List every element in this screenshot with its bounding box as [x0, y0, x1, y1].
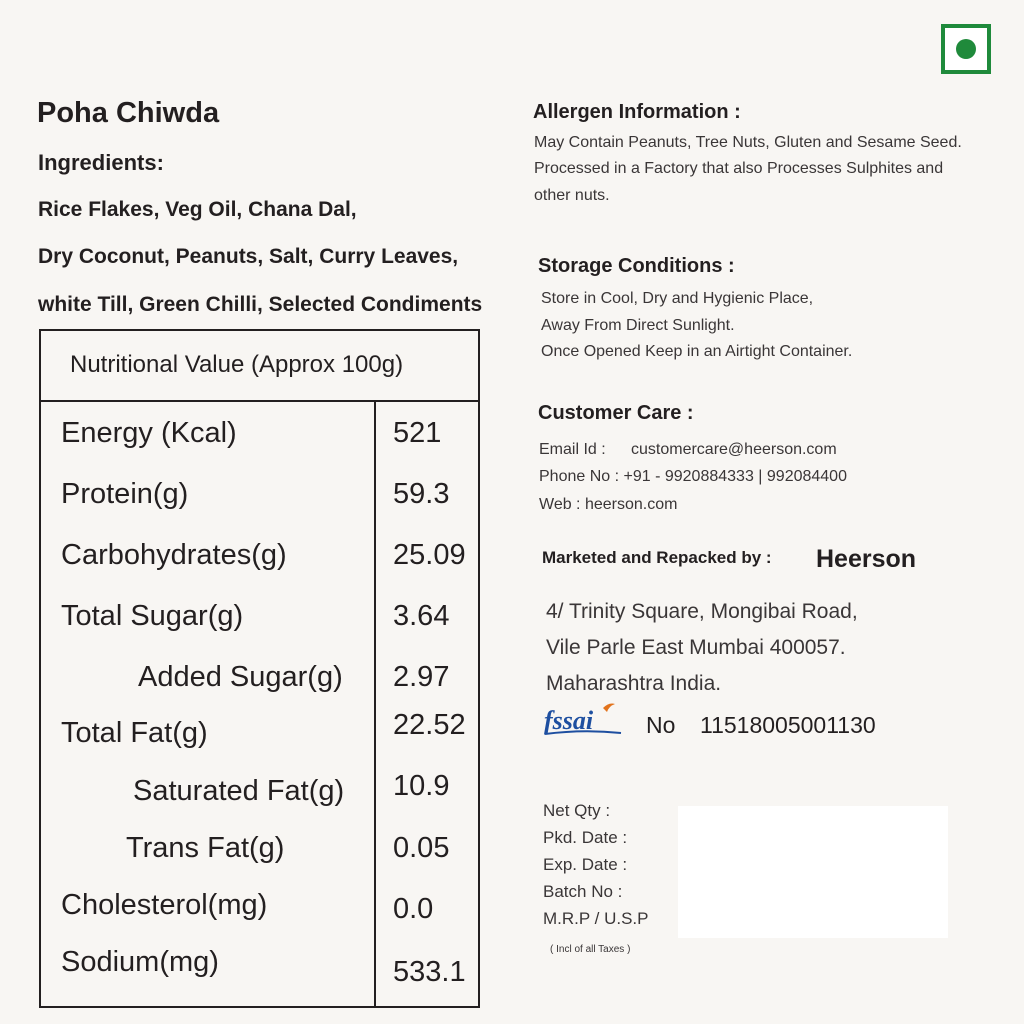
product-title: Poha Chiwda: [37, 97, 220, 129]
storage-line: Away From Direct Sunlight.: [541, 317, 735, 334]
nutrient-name-total-sugar: Total Sugar(g): [61, 600, 244, 632]
nutrient-name-added-sugar: Added Sugar(g): [138, 661, 343, 693]
nutrient-value-sodium: 533.1: [393, 956, 466, 988]
nutrient-value-total-sugar: 3.64: [393, 600, 450, 632]
storage-line: Store in Cool, Dry and Hygienic Place,: [541, 290, 814, 307]
address-line: Maharashtra India.: [546, 672, 722, 695]
veg-symbol-dot: [956, 39, 976, 59]
allergen-heading: Allergen Information :: [533, 101, 741, 123]
nutrient-name-protein: Protein(g): [61, 478, 189, 510]
nutrition-column-divider: [374, 400, 376, 1006]
ingredients-line: Dry Coconut, Peanuts, Salt, Curry Leaves,: [38, 245, 459, 268]
nutrient-name-total-fat: Total Fat(g): [61, 717, 208, 749]
nutrient-value-protein: 59.3: [393, 478, 450, 510]
batch-no-label: Batch No :: [543, 882, 623, 901]
ingredients-line: white Till, Green Chilli, Selected Condiments: [38, 293, 483, 316]
fssai-logo-icon: [543, 702, 623, 740]
nutrient-value-added-sugar: 2.97: [393, 661, 450, 693]
email-label: Email Id :: [539, 441, 606, 458]
nutrient-value-energy: 521: [393, 417, 442, 449]
veg-symbol-icon: [941, 24, 991, 74]
nutrient-value-saturated-fat: 10.9: [393, 770, 450, 802]
address-line: Vile Parle East Mumbai 400057.: [546, 636, 846, 659]
address-line: 4/ Trinity Square, Mongibai Road,: [546, 600, 858, 623]
allergen-line: Processed in a Factory that also Processes Sulphites and: [534, 160, 944, 177]
svg-text:fssai: fssai: [544, 706, 594, 735]
phone-text: Phone No : +91 - 9920884333 | 992084400: [539, 468, 847, 485]
pkd-date-label: Pkd. Date :: [543, 828, 628, 847]
mrp-label: M.R.P / U.S.P: [543, 909, 649, 928]
net-qty-label: Net Qty :: [543, 801, 611, 820]
nutrient-value-carbohydrates: 25.09: [393, 539, 466, 571]
nutrition-title: Nutritional Value (Approx 100g): [70, 351, 404, 378]
email-link[interactable]: customercare@heerson.com: [631, 441, 837, 458]
nutrition-table: [39, 329, 480, 1008]
nutrient-name-sodium: Sodium(mg): [61, 946, 219, 978]
allergen-line: May Contain Peanuts, Tree Nuts, Gluten and Sesame Seed.: [534, 134, 962, 151]
storage-line: Once Opened Keep in an Airtight Container.: [541, 343, 853, 360]
customer-care-heading: Customer Care :: [538, 402, 694, 424]
nutrient-value-total-fat: 22.52: [393, 709, 466, 741]
brand-name: Heerson: [816, 545, 917, 573]
storage-heading: Storage Conditions :: [538, 255, 735, 277]
exp-date-label: Exp. Date :: [543, 855, 628, 874]
marketer-label: Marketed and Repacked by :: [542, 548, 772, 567]
nutrient-name-saturated-fat: Saturated Fat(g): [133, 775, 345, 807]
web-link[interactable]: Web : heerson.com: [539, 496, 678, 513]
nutrient-name-energy: Energy (Kcal): [61, 417, 237, 449]
fssai-number: 11518005001130: [700, 712, 876, 738]
nutrient-value-trans-fat: 0.05: [393, 832, 450, 864]
fssai-label: No: [646, 712, 676, 738]
pack-info-blank-box: [678, 806, 948, 938]
nutrient-name-trans-fat: Trans Fat(g): [126, 832, 285, 864]
tax-note: ( Incl of all Taxes ): [550, 944, 631, 955]
nutrient-value-cholesterol: 0.0: [393, 893, 434, 925]
nutrient-name-carbohydrates: Carbohydrates(g): [61, 539, 287, 571]
nutrition-header-row: [41, 331, 478, 402]
ingredients-line: Rice Flakes, Veg Oil, Chana Dal,: [38, 198, 357, 221]
ingredients-heading: Ingredients:: [38, 150, 164, 175]
allergen-line: other nuts.: [534, 187, 610, 204]
nutrient-name-cholesterol: Cholesterol(mg): [61, 889, 268, 921]
